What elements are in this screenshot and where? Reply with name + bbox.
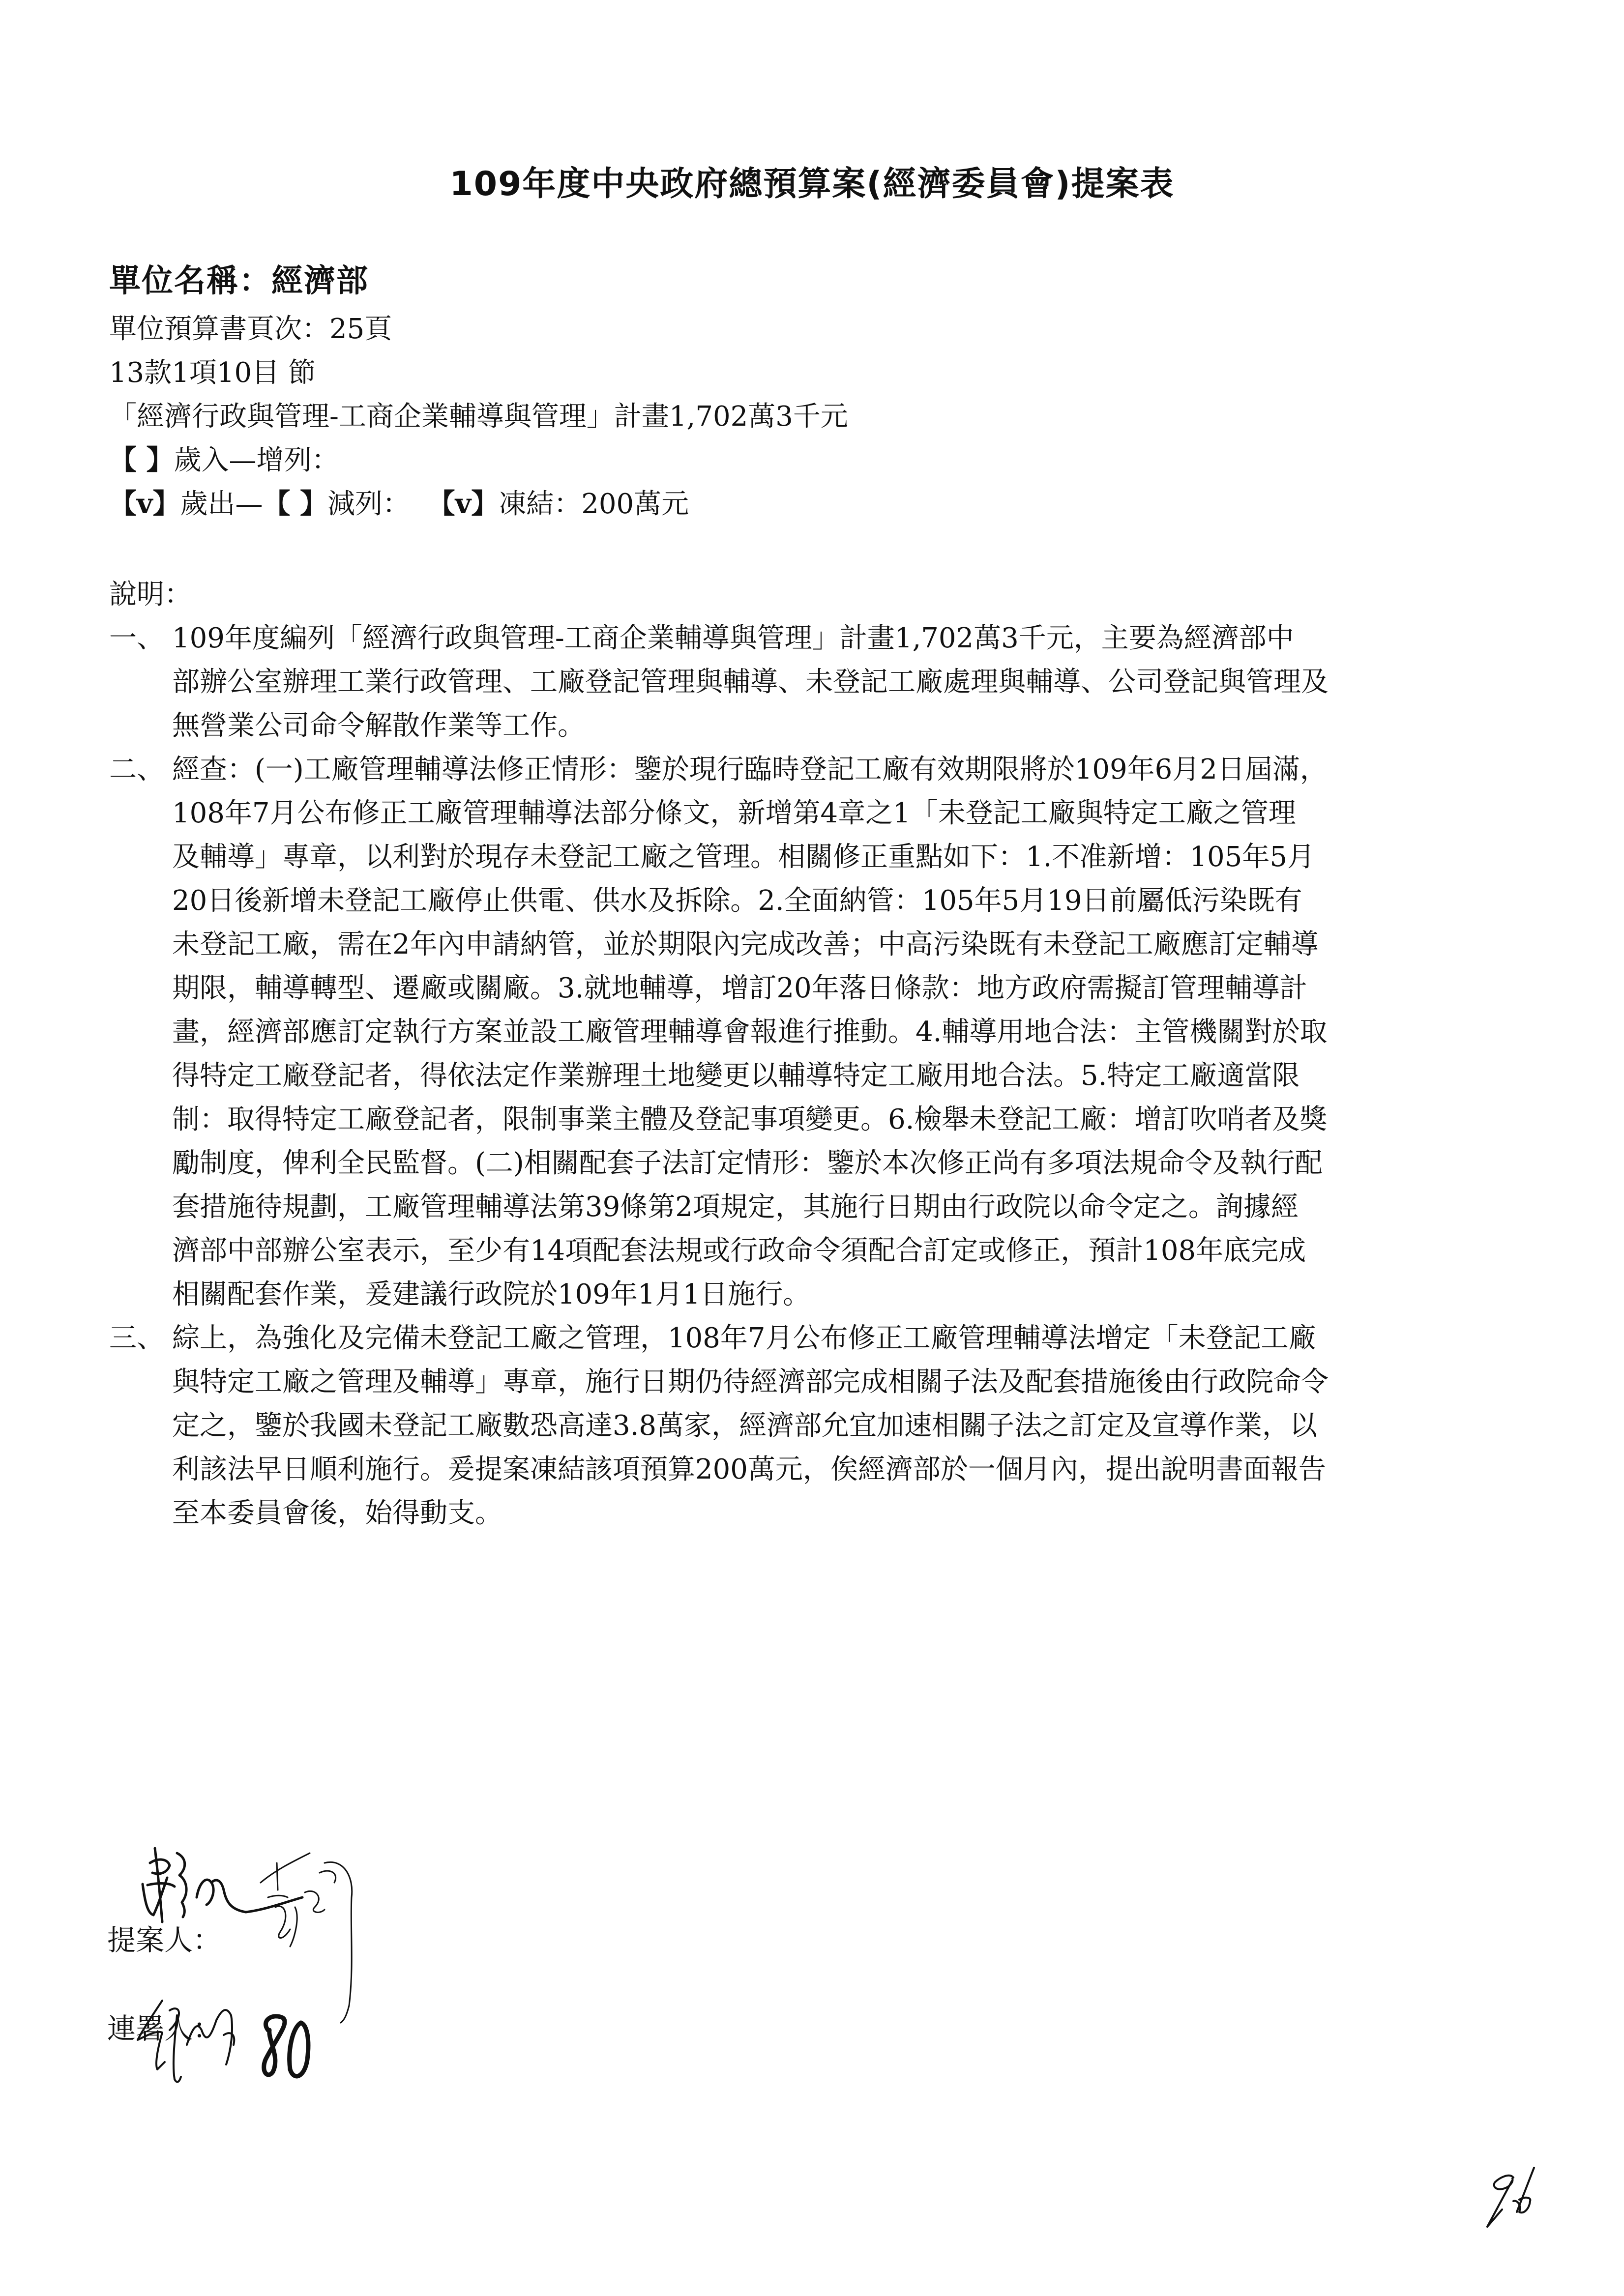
item-line: 無營業公司命令解散作業等工作。 — [172, 710, 585, 742]
freeze-checkbox: 【v】 — [427, 488, 499, 520]
item-line: 濟部中部辦公室表示，至少有14項配套法規或行政命令須配合訂定或修正，預計108年底完成 — [172, 1235, 1306, 1267]
item-line: 至本委員會後，始得動支。 — [172, 1497, 502, 1529]
item-line: 108年7月公布修正工廠管理輔導法部分條文，新增第4章之1「未登記工廠與特定工廠之管理 — [172, 797, 1296, 829]
reduce-checkbox: 【 】 — [263, 488, 328, 520]
signature-proposer-1 — [143, 1848, 302, 1922]
item-line: 期限，輔導轉型、遷廠或關廠。3.就地輔導，增訂20年落日條款：地方政府需擬訂管理輔導計 — [172, 972, 1307, 1004]
item-line: 定之，鑒於我國未登記工廠數恐高達3.8萬家，經濟部允宜加速相關子法之訂定及宣導作業，以 — [172, 1410, 1318, 1442]
budget-page-reference: 單位預算書頁次：25頁 — [109, 313, 392, 345]
revenue-label: 歲入—增列： — [174, 444, 339, 476]
freeze-label: 凍結：200萬元 — [499, 488, 689, 520]
item-marker: 二、 — [109, 754, 164, 785]
item-line: 套措施待規劃，工廠管理輔導法第39條第2項規定，其施行日期由行政院以命令定之。詢據經 — [172, 1191, 1299, 1223]
item-line: 勵制度，俾利全民監督。(二)相關配套子法訂定情形：鑒於本次修正尚有多項法規命令及執行配 — [172, 1147, 1323, 1179]
handwritten-number-80 — [264, 2016, 308, 2076]
signature-cosigner — [138, 2001, 234, 2082]
program-name: 「經濟行政與管理-工商企業輔導與管理」計畫1,702萬3千元 — [109, 401, 848, 433]
item-line: 得特定工廠登記者，得依法定作業辦理土地變更以輔導特定工廠用地合法。5.特定工廠適當限 — [172, 1060, 1300, 1092]
item-line: 相關配套作業，爰建議行政院於109年1月1日施行。 — [172, 1279, 811, 1310]
document-title: 109年度中央政府總預算案(經濟委員會)提案表 — [449, 165, 1175, 203]
item-line: 部辦公室辦理工業行政管理、工廠登記管理與輔導、未登記工廠處理與輔導、公司登記與管理及 — [172, 666, 1329, 698]
item-line: 經查：(一)工廠管理輔導法修正情形：鑒於現行臨時登記工廠有效期限將於109年6月2日屆滿， — [172, 754, 1328, 785]
item-line: 與特定工廠之管理及輔導」專章，施行日期仍待經濟部完成相關子法及配套措施後由行政院命令 — [172, 1366, 1329, 1398]
item-line: 109年度編列「經濟行政與管理-工商企業輔導與管理」計畫1,702萬3千元，主要為經濟部中 — [172, 622, 1294, 654]
explanation-label: 說明： — [109, 579, 192, 610]
item-line: 未登記工廠，需在2年內申請納管，並於期限內完成改善；中高污染既有未登記工廠應訂定輔導 — [172, 929, 1319, 960]
expenditure-label: 歲出— — [180, 488, 263, 520]
revenue-checkbox: 【 】 — [109, 444, 174, 476]
item-line: 20日後新增未登記工廠停止供電、供水及拆除。2.全面納管：105年5月19日前屬低污染既有 — [172, 885, 1302, 917]
reduce-label: 減列： — [327, 488, 411, 520]
item-line: 畫，經濟部應訂定執行方案並設工廠管理輔導會報進行推動。4.輔導用地合法：主管機關對於取 — [172, 1016, 1328, 1048]
proposer-label: 提案人： — [107, 1923, 222, 1957]
item-marker: 三、 — [109, 1322, 164, 1354]
signature-proposer-2 — [261, 1853, 352, 2023]
budget-classification: 13款1項10目 節 — [109, 357, 316, 389]
item-line: 及輔導」專章，以利對於現存未登記工廠之管理。相關修正重點如下：1.不准新增：105年5月 — [172, 841, 1315, 873]
handwritten-page-number — [1487, 2168, 1534, 2227]
item-marker: 一、 — [109, 622, 164, 654]
expenditure-checkbox: 【v】 — [109, 488, 180, 520]
cosigner-label: 連署人： — [107, 2012, 222, 2045]
item-line: 綜上，為強化及完備未登記工廠之管理，108年7月公布修正工廠管理輔導法增定「未登記工廠 — [172, 1322, 1316, 1354]
item-line: 制：取得特定工廠登記者，限制事業主體及登記事項變更。6.檢舉未登記工廠：增訂吹哨者及獎 — [172, 1104, 1328, 1135]
item-line: 利該法早日順利施行。爰提案凍結該項預算200萬元，俟經濟部於一個月內，提出說明書面報告 — [172, 1453, 1326, 1485]
unit-name: 單位名稱：經濟部 — [109, 263, 369, 299]
